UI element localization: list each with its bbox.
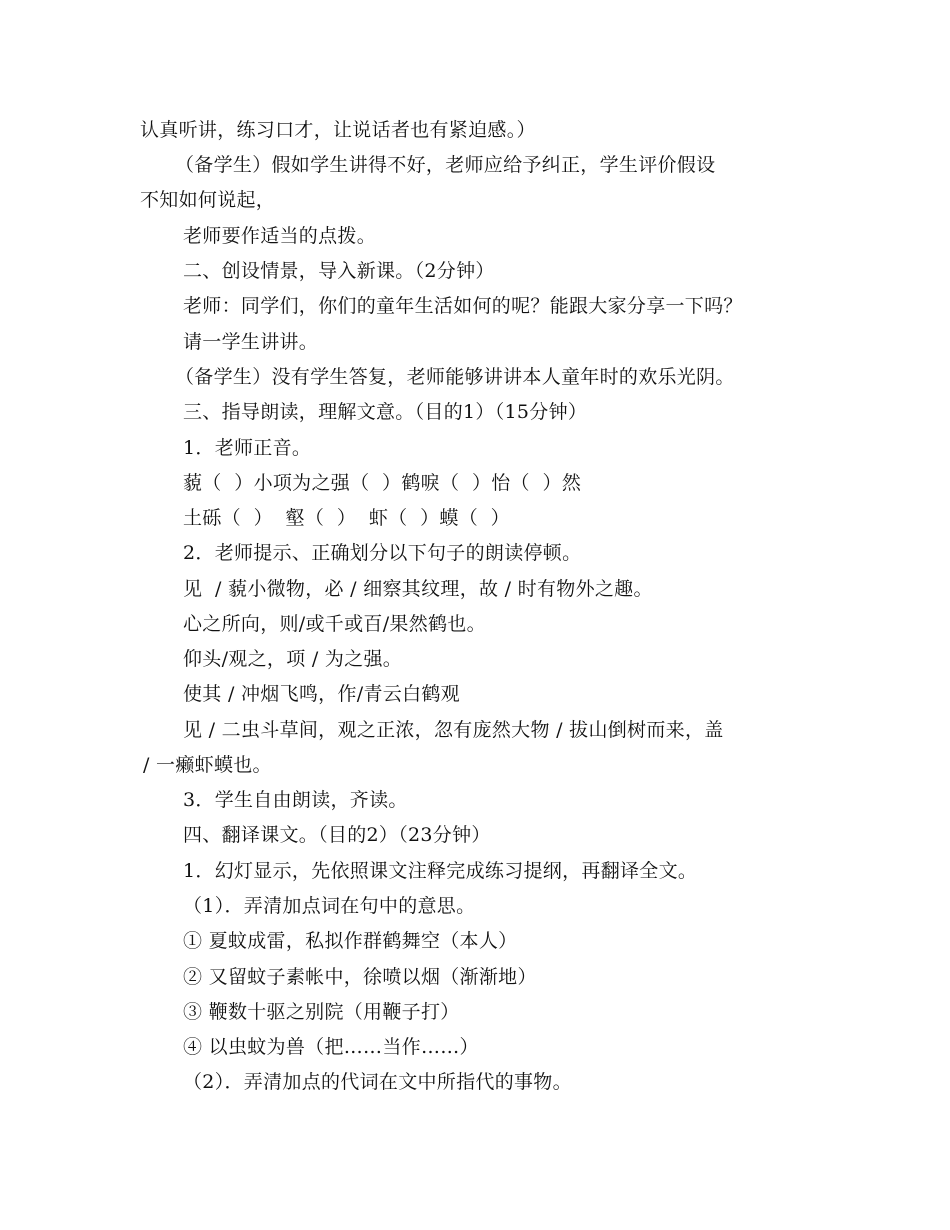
list-item: （1）．弄清加点词在句中的意思。 [183,895,476,917]
list-item: ② 又留蚊子素帐中，徐喷以烟（渐渐地） [183,966,537,988]
list-item: ④ 以虫蚊为兽（把……当作……） [183,1036,479,1058]
text-line: 见 / 二虫斗草间，观之正浓，忽有庞然大物 / 拔山倒树而来，盖 [183,719,724,741]
list-item: 1．幻灯显示，先依照课文注释完成练习提纲，再翻译全文。 [183,860,698,882]
list-item: ③ 鞭数十驱之别院（用鞭子打） [183,1001,460,1023]
text-line: 心之所向，则/或千或百/果然鹤也。 [183,613,486,635]
section-heading: 三、指导朗读，理解文意。（目的1）（15分钟） [183,401,588,423]
text-line: 认真听讲，练习口才，让说话者也有紧迫感。） [140,119,536,141]
list-item: 3．学生自由朗读，齐读。 [183,789,408,811]
text-line: 老师要作适当的点拨。 [183,225,377,247]
section-heading: 二、创设情景，导入新课。（2分钟） [183,260,495,282]
text-line: 请一学生讲讲。 [183,331,319,353]
text-line: 仰头/观之，项 / 为之强。 [183,648,403,670]
section-heading: 四、翻译课文。（目的2）（23分钟） [183,824,491,846]
text-line: 不知如何说起， [140,189,276,211]
text-line: / 一癞虾蟆也。 [143,754,272,776]
text-line: 老师：同学们，你们的童年生活如何的呢？能跟大家分享一下吗？ [183,295,743,317]
list-item: 2．老师提示、正确划分以下句子的朗读停顿。 [183,542,582,564]
text-line: 土砾（ ） 壑（ ） 虾（ ）蟆（ ） [183,507,510,529]
text-line: 藐（ ）小项为之强（ ）鹤唳（ ）怡（ ）然 [183,472,582,494]
list-item: （2）．弄清加点的代词在文中所指代的事物。 [183,1071,572,1093]
text-line: （备学生）假如学生讲得不好，老师应给予纠正，学生评价假设 [175,154,716,176]
list-item: ① 夏蚊成雷，私拟作群鹤舞空（本人） [183,930,518,952]
text-line: （备学生）没有学生答复，老师能够讲讲本人童年时的欢乐光阴。 [175,366,735,388]
text-line: 见 / 藐小微物，必 / 细察其纹理，故 / 时有物外之趣。 [183,578,653,600]
text-line: 使其 / 冲烟飞鸣，作/青云白鹤观 [183,683,460,705]
list-item: 1．老师正音。 [183,437,312,459]
